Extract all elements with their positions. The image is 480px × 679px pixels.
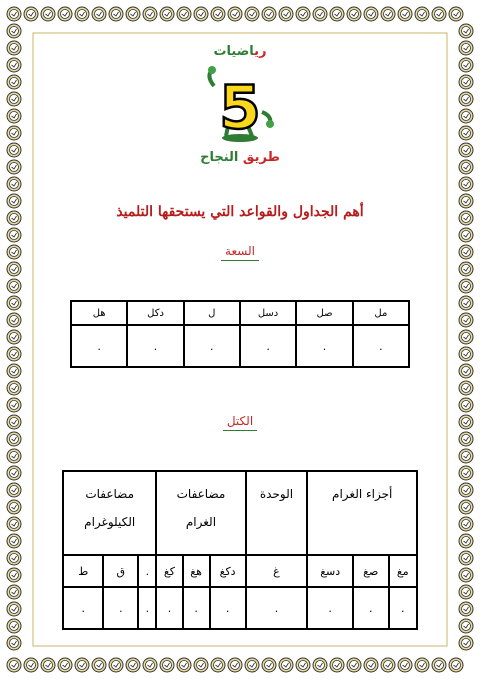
- border-clock-ornament: [7, 7, 21, 21]
- border-clock-ornament: [459, 177, 473, 191]
- border-clock-ornament: [364, 658, 378, 672]
- border-clock-ornament: [459, 330, 473, 344]
- border-clock-ornament: [228, 658, 242, 672]
- border-clock-ornament: [459, 24, 473, 38]
- mass-table: [62, 470, 418, 630]
- capacity-table: [70, 300, 410, 368]
- border-clock-ornament: [432, 7, 446, 21]
- mass-value: .: [138, 587, 156, 629]
- border-clock-ornament: [7, 228, 21, 242]
- mass-unit: دسغ: [307, 555, 353, 587]
- border-clock-ornament: [7, 364, 21, 378]
- border-clock-ornament: [58, 658, 72, 672]
- border-clock-ornament: [459, 58, 473, 72]
- mass-value: .: [183, 587, 210, 629]
- section-mass-title: الكتل: [0, 414, 480, 428]
- border-clock-ornament: [459, 534, 473, 548]
- mass-value: .: [246, 587, 308, 629]
- border-clock-ornament: [7, 75, 21, 89]
- border-clock-ornament: [7, 551, 21, 565]
- border-clock-ornament: [7, 313, 21, 327]
- border-clock-ornament: [459, 585, 473, 599]
- border-clock-ornament: [459, 398, 473, 412]
- border-clock-ornament: [194, 658, 208, 672]
- capacity-value: .: [127, 325, 183, 367]
- border-clock-ornament: [459, 449, 473, 463]
- border-clock-ornament: [347, 658, 361, 672]
- border-clock-ornament: [109, 658, 123, 672]
- border-clock-ornament: [449, 658, 463, 672]
- border-clock-ornament: [459, 126, 473, 140]
- border-clock-ornament: [75, 658, 89, 672]
- gram-parts-header: أجزاء الغرام: [307, 471, 417, 555]
- border-clock-ornament: [347, 7, 361, 21]
- border-clock-ornament: [126, 658, 140, 672]
- border-clock-ornament: [160, 658, 174, 672]
- capacity-unit: صل: [296, 301, 352, 325]
- border-clock-ornament: [7, 585, 21, 599]
- border-clock-ornament: [313, 7, 327, 21]
- mass-unit: دكغ: [210, 555, 246, 587]
- border-clock-ornament: [459, 364, 473, 378]
- border-clock-ornament: [459, 619, 473, 633]
- capacity-value: .: [353, 325, 409, 367]
- border-clock-ornament: [313, 658, 327, 672]
- mass-unit: هغ: [183, 555, 210, 587]
- border-clock-ornament: [279, 7, 293, 21]
- section-capacity-title: السعة: [0, 244, 480, 258]
- capacity-unit: دسل: [240, 301, 297, 325]
- border-clock-ornament: [7, 262, 21, 276]
- border-clock-ornament: [24, 658, 38, 672]
- mass-value: .: [63, 587, 103, 629]
- border-clock-ornament: [459, 75, 473, 89]
- border-clock-ornament: [459, 347, 473, 361]
- mass-unit: .: [138, 555, 156, 587]
- capacity-value: .: [296, 325, 352, 367]
- unit-header: الوحدة: [246, 471, 308, 555]
- border-clock-ornament: [7, 500, 21, 514]
- border-clock-ornament: [211, 658, 225, 672]
- border-clock-ornament: [7, 347, 21, 361]
- border-clock-ornament: [459, 636, 473, 650]
- border-clock-ornament: [7, 381, 21, 395]
- border-clock-ornament: [7, 58, 21, 72]
- border-clock-ornament: [262, 658, 276, 672]
- mass-value: .: [156, 587, 182, 629]
- border-clock-ornament: [160, 7, 174, 21]
- border-clock-ornament: [459, 432, 473, 446]
- border-clock-ornament: [7, 568, 21, 582]
- border-clock-ornament: [245, 7, 259, 21]
- slogan: طريق النجاح: [200, 150, 280, 165]
- kg-multiples-header: مضاعفات الكيلوغرام: [63, 471, 156, 555]
- border-clock-ornament: [143, 7, 157, 21]
- border-clock-ornament: [177, 658, 191, 672]
- border-clock-ornament: [7, 296, 21, 310]
- border-clock-ornament: [296, 7, 310, 21]
- border-clock-ornament: [459, 381, 473, 395]
- mass-value: .: [353, 587, 389, 629]
- border-clock-ornament: [381, 7, 395, 21]
- border-clock-ornament: [7, 483, 21, 497]
- border-clock-ornament: [7, 466, 21, 480]
- border-clock-ornament: [459, 483, 473, 497]
- mass-value: .: [307, 587, 353, 629]
- border-clock-ornament: [41, 658, 55, 672]
- svg-text:5: 5: [219, 73, 261, 143]
- capacity-value: .: [184, 325, 240, 367]
- border-clock-ornament: [109, 7, 123, 21]
- border-clock-ornament: [7, 517, 21, 531]
- border-clock-ornament: [459, 92, 473, 106]
- border-clock-ornament: [143, 658, 157, 672]
- border-clock-ornament: [459, 262, 473, 276]
- border-clock-ornament: [41, 7, 55, 21]
- capacity-unit: ل: [184, 301, 240, 325]
- border-clock-ornament: [7, 24, 21, 38]
- border-clock-ornament: [92, 7, 106, 21]
- border-clock-ornament: [449, 7, 463, 21]
- border-clock-ornament: [415, 658, 429, 672]
- capacity-unit: مل: [353, 301, 409, 325]
- subject-title: رياضيات: [213, 44, 267, 59]
- border-clock-ornament: [7, 177, 21, 191]
- mass-value: .: [103, 587, 138, 629]
- border-clock-ornament: [364, 7, 378, 21]
- border-clock-ornament: [398, 7, 412, 21]
- border-clock-ornament: [459, 313, 473, 327]
- border-clock-ornament: [459, 109, 473, 123]
- gram-multiples-header: مضاعفات الغرام: [156, 471, 245, 555]
- border-clock-ornament: [58, 7, 72, 21]
- border-clock-ornament: [432, 658, 446, 672]
- border-clock-ornament: [7, 449, 21, 463]
- mass-unit: كغ: [156, 555, 182, 587]
- border-clock-ornament: [194, 7, 208, 21]
- main-title: أهم الجداول والقواعد التي يستحقها التلميذ: [116, 204, 364, 220]
- border-clock-ornament: [398, 658, 412, 672]
- border-clock-ornament: [459, 279, 473, 293]
- border-clock-ornament: [92, 658, 106, 672]
- border-clock-ornament: [7, 619, 21, 633]
- border-clock-ornament: [7, 636, 21, 650]
- border-clock-ornament: [459, 296, 473, 310]
- border-clock-ornament: [262, 7, 276, 21]
- border-clock-ornament: [7, 126, 21, 140]
- capacity-unit: دكل: [127, 301, 183, 325]
- number-five-mascot-logo: [200, 66, 280, 146]
- border-clock-ornament: [330, 7, 344, 21]
- border-clock-ornament: [459, 568, 473, 582]
- mass-unit: غ: [246, 555, 308, 587]
- mass-unit: مغ: [389, 555, 417, 587]
- mass-value: .: [210, 587, 246, 629]
- mass-unit: ط: [63, 555, 103, 587]
- border-clock-ornament: [330, 658, 344, 672]
- border-clock-ornament: [7, 658, 21, 672]
- capacity-value: .: [71, 325, 127, 367]
- mass-value: .: [389, 587, 417, 629]
- border-clock-ornament: [7, 534, 21, 548]
- border-clock-ornament: [75, 7, 89, 21]
- border-clock-ornament: [459, 517, 473, 531]
- border-clock-ornament: [415, 7, 429, 21]
- border-clock-ornament: [228, 7, 242, 21]
- capacity-unit: هل: [71, 301, 127, 325]
- border-clock-ornament: [459, 228, 473, 242]
- capacity-value: .: [240, 325, 297, 367]
- border-clock-ornament: [177, 7, 191, 21]
- border-clock-ornament: [211, 7, 225, 21]
- border-clock-ornament: [279, 658, 293, 672]
- border-clock-ornament: [459, 602, 473, 616]
- border-clock-ornament: [459, 500, 473, 514]
- border-clock-ornament: [459, 466, 473, 480]
- border-clock-ornament: [126, 7, 140, 21]
- border-clock-ornament: [245, 658, 259, 672]
- mass-unit: ق: [103, 555, 138, 587]
- border-clock-ornament: [7, 279, 21, 293]
- border-clock-ornament: [7, 109, 21, 123]
- border-clock-ornament: [7, 398, 21, 412]
- border-clock-ornament: [7, 432, 21, 446]
- border-clock-ornament: [7, 92, 21, 106]
- border-clock-ornament: [24, 7, 38, 21]
- border-clock-ornament: [7, 330, 21, 344]
- border-clock-ornament: [7, 602, 21, 616]
- border-clock-ornament: [296, 658, 310, 672]
- border-clock-ornament: [381, 658, 395, 672]
- border-clock-ornament: [459, 551, 473, 565]
- mass-unit: صغ: [353, 555, 389, 587]
